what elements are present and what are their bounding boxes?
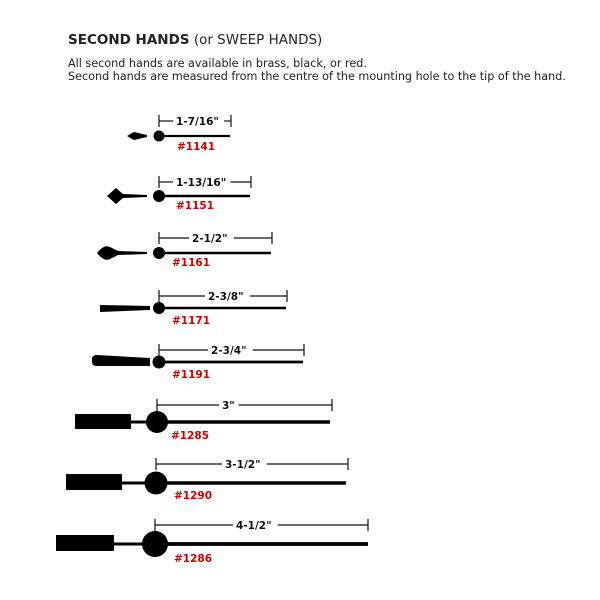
- hand-hub: [146, 411, 168, 433]
- length-label: 2-1/2": [192, 233, 228, 245]
- part-number: #1171: [172, 315, 211, 327]
- hand-hub: [153, 247, 165, 259]
- hand-tail: [100, 305, 150, 312]
- part-number: #1141: [177, 141, 216, 153]
- part-number: #1191: [172, 369, 211, 381]
- hand-hub: [145, 472, 168, 495]
- part-number: #1286: [174, 553, 213, 565]
- second-hand-1191: [92, 344, 304, 381]
- part-number: #1290: [174, 490, 213, 502]
- description-line-2: Second hands are measured from the centre of the mounting hole to the tip of the hand.: [68, 70, 566, 83]
- second-hand-1290: [66, 458, 348, 502]
- length-label: 3-1/2": [225, 459, 261, 471]
- page-title-main: SECOND HANDS: [68, 32, 190, 48]
- length-label: 4-1/2": [236, 520, 272, 532]
- hand-hub: [153, 302, 165, 314]
- length-label: 1-7/16": [176, 116, 219, 128]
- second-hand-1285: [75, 399, 332, 442]
- hand-hub: [142, 531, 168, 557]
- length-label: 1-13/16": [176, 177, 227, 189]
- length-label: 2-3/4": [211, 345, 247, 357]
- hand-tail: [92, 355, 150, 366]
- length-label: 3": [222, 400, 235, 412]
- second-hand-1171: [100, 290, 287, 327]
- page-title-subtitle: (or SWEEP HANDS): [193, 32, 323, 48]
- hand-hub: [153, 190, 165, 202]
- part-number: #1161: [172, 257, 211, 269]
- part-number: #1285: [171, 430, 210, 442]
- second-hand-1286: [56, 519, 368, 565]
- second-hand-1141: [127, 115, 231, 153]
- hand-tail: [75, 414, 131, 429]
- hand-tail: [66, 474, 122, 490]
- length-label: 2-3/8": [208, 291, 244, 303]
- hand-hub: [154, 131, 165, 142]
- second-hand-1151: [107, 176, 251, 212]
- hand-tail: [97, 246, 147, 260]
- part-number: #1151: [176, 200, 215, 212]
- hand-tail: [107, 188, 147, 204]
- second-hand-1161: [97, 232, 272, 269]
- description-line-1: All second hands are available in brass, black, or red.: [68, 57, 367, 70]
- hand-tail: [56, 535, 114, 551]
- hand-tail: [127, 132, 147, 140]
- hand-hub: [153, 356, 166, 369]
